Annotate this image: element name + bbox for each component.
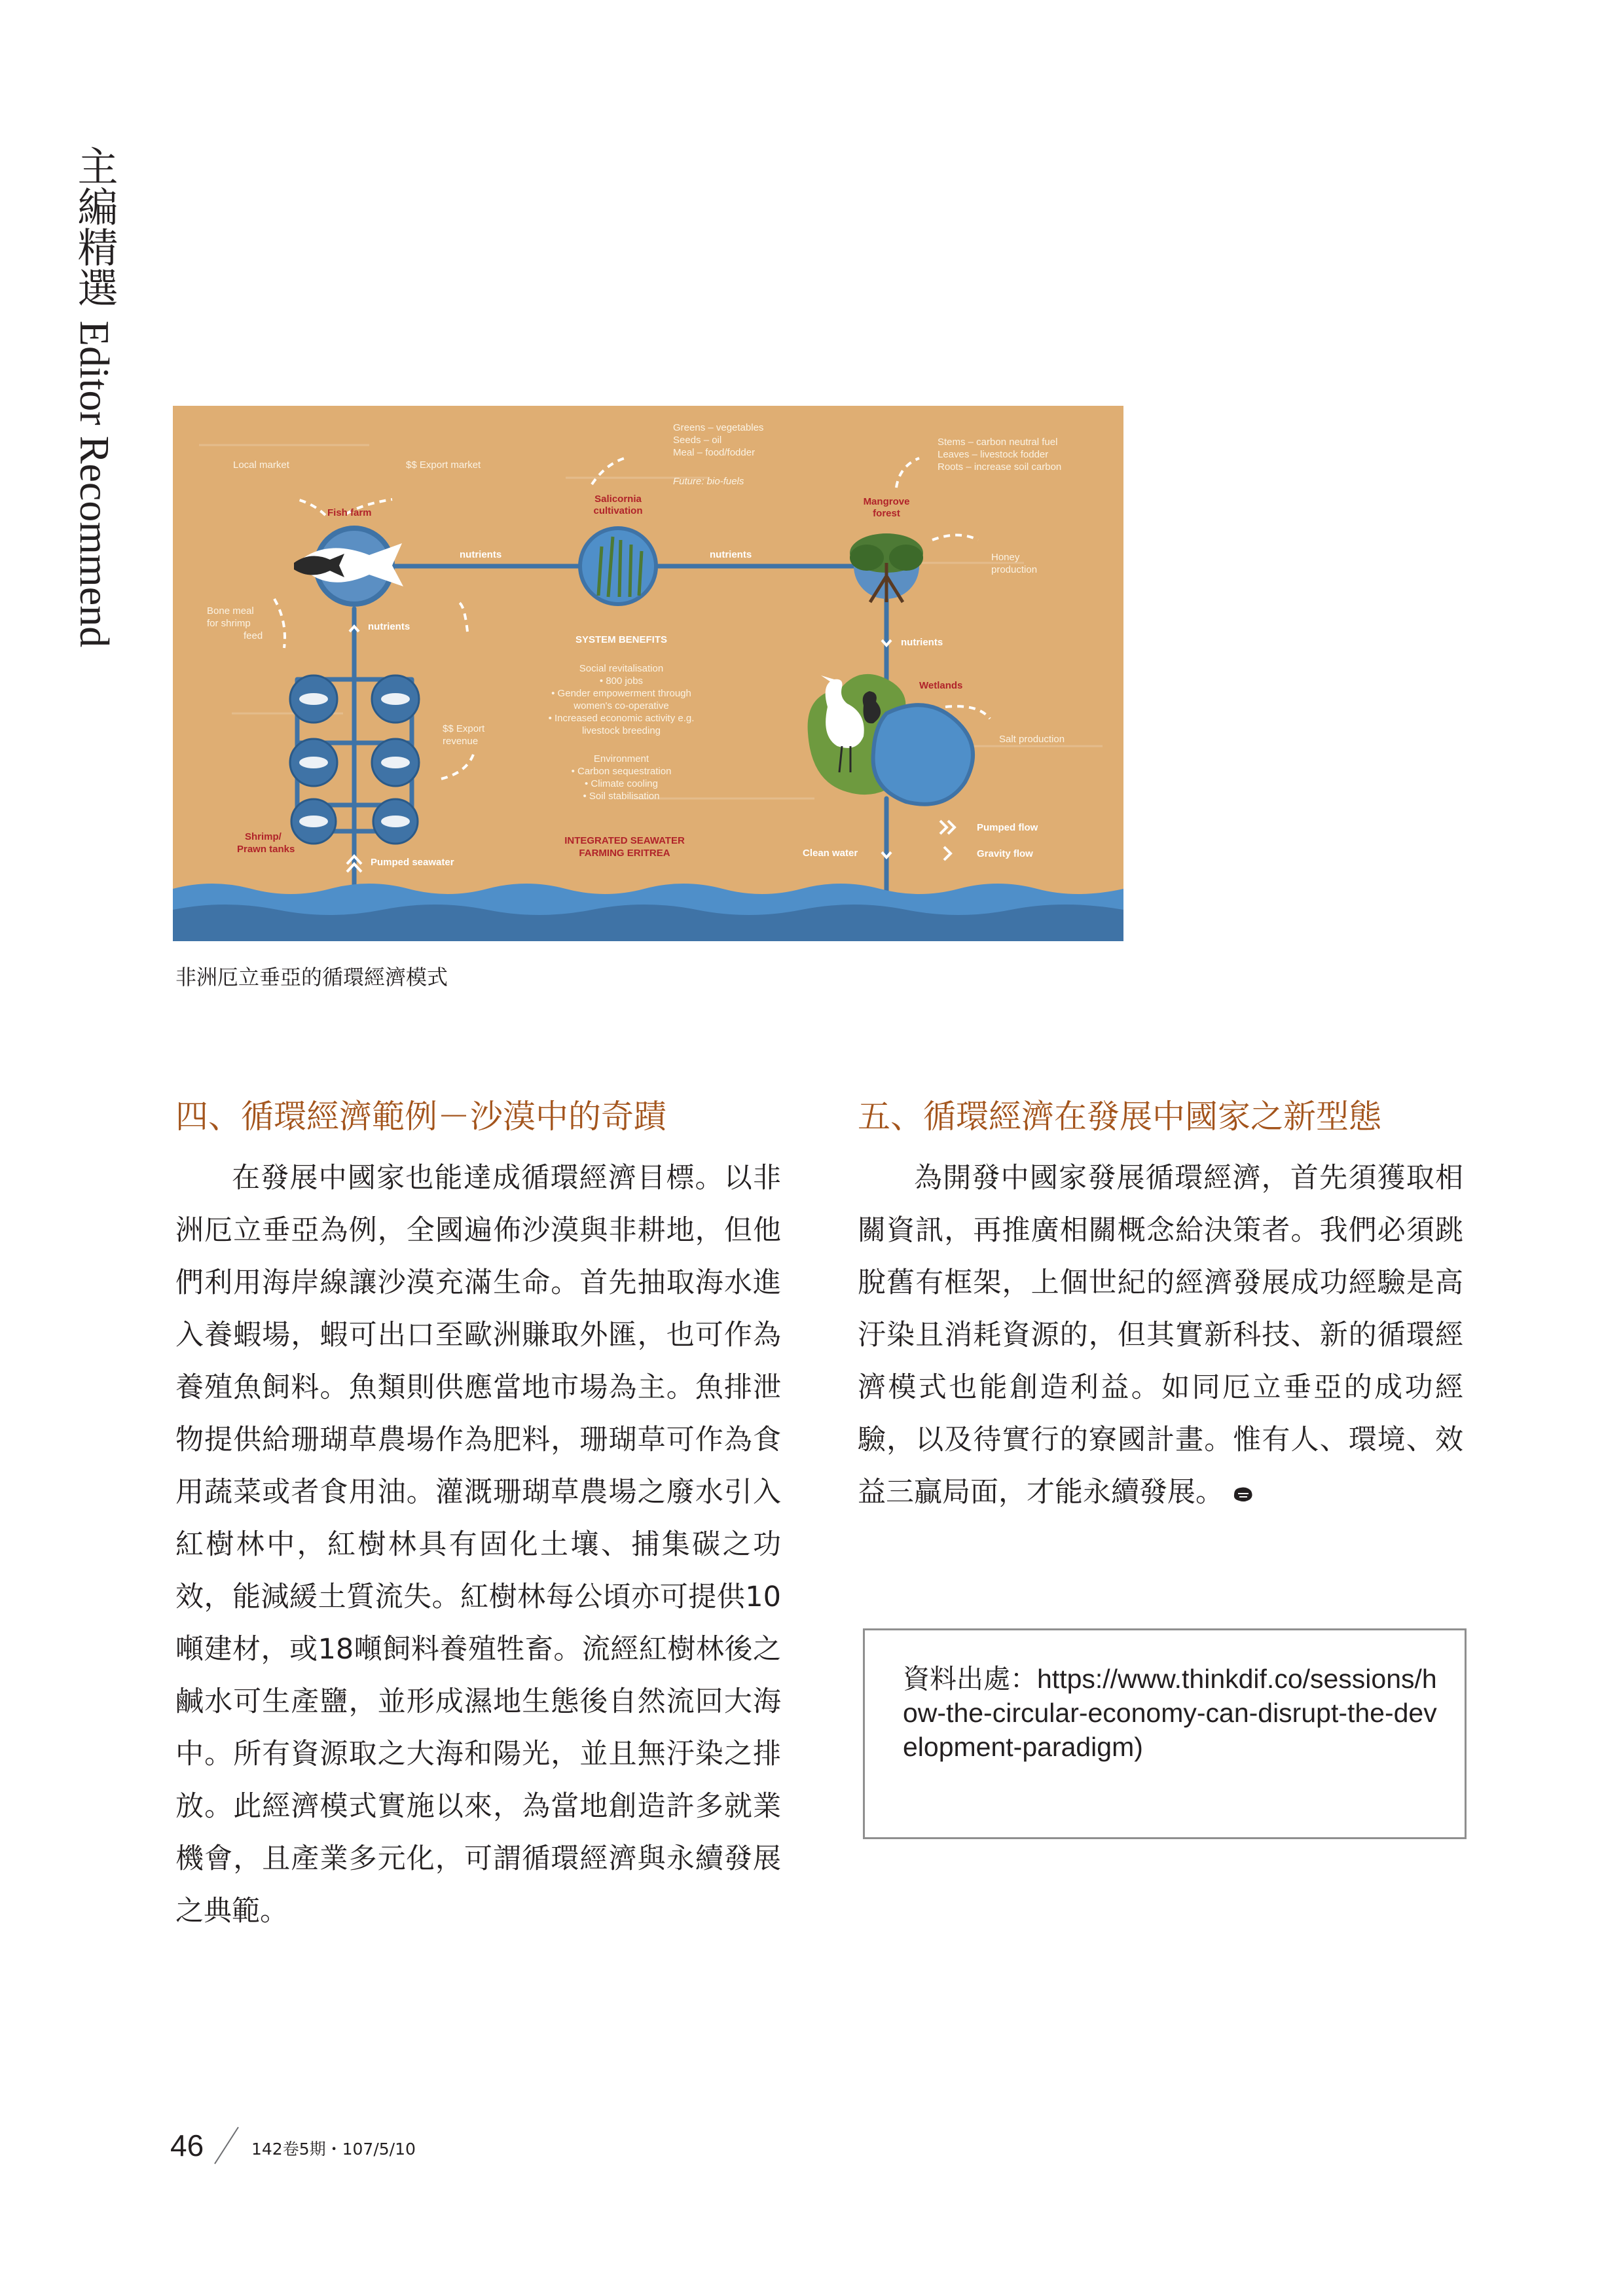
label-gravity-flow: Gravity flow: [977, 848, 1033, 859]
section5-body-wrap: [858, 1152, 1463, 1518]
label-nutrients-1: nutrients: [460, 549, 502, 560]
label-nutrients-2: nutrients: [710, 549, 752, 560]
label-benefit-9: • Climate cooling: [585, 778, 658, 789]
label-shrimp: Shrimp/: [245, 831, 282, 842]
section5-heading: 五、循環經濟在發展中國家之新型態: [858, 1098, 1381, 1136]
wetlands-icon: [808, 674, 973, 804]
mangrove-icon: [850, 533, 923, 602]
label-benefit-5: • Increased economic activity e.g.: [548, 713, 695, 724]
label-pumped-seawater: Pumped seawater: [371, 857, 454, 868]
legend-arrows: [940, 821, 955, 860]
section4-body: 在發展中國家也能達成循環經濟目標。以非洲厄立垂亞為例，全國遍佈沙漠與非耕地，但他們利用海岸線讓沙漠充滿生命。首先抽取海水進入養蝦場，蝦可出口至歐洲賺取外匯，也可作為養殖魚飼料。魚類則供應當地市場為主。魚排泄物提供給珊瑚草農場作為肥料，珊瑚草可作為食用蔬菜或者食用油。灌溉珊瑚草農場之廢水引入紅樹林中，紅樹林具有固化土壤、捕集碳之功效，能減緩土質流失。紅樹林每公頃亦可提供10噸建材，或18噸飼料養殖牲畜。流經紅樹林後之鹹水可生產鹽，並形成濕地生態後自然流回大海中。所有資源取之大海和陽光，並且無汙染之排放。此經濟模式實施以來，為當地創造許多就業機會，且產業多元化，可謂循環經濟與永續發展之典範。: [175, 1162, 781, 1928]
issue-info: 142卷5期・107/5/10: [251, 2140, 416, 2159]
label-mangrove: Mangrove: [863, 496, 910, 507]
source-text: [903, 1662, 1440, 1764]
label-future-biofuels: Future: bio-fuels: [673, 476, 744, 487]
label-export-market: $$ Export market: [406, 459, 481, 471]
label-benefit-6: livestock breeding: [581, 725, 661, 736]
fish-farm-icon: [294, 526, 403, 607]
label-salt-production: Salt production: [999, 734, 1065, 745]
label-nutrients-3: nutrients: [368, 621, 410, 632]
label-salicornia-cultivation: cultivation: [593, 505, 643, 516]
label-prawn-tanks: Prawn tanks: [237, 844, 295, 855]
section4-heading: 四、循環經濟範例－沙漠中的奇蹟: [175, 1098, 666, 1136]
label-mangrove-forest: forest: [873, 508, 900, 519]
label-integrated-seawater: INTEGRATED SEAWATER: [564, 835, 685, 846]
label-seeds: Seeds – oil: [673, 435, 722, 446]
running-head: [68, 145, 120, 648]
label-meal: Meal – food/fodder: [673, 447, 756, 458]
label-pumped-flow: Pumped flow: [977, 822, 1038, 833]
label-benefit-3: • Gender empowerment through: [551, 688, 691, 699]
label-fish-farm: Fish farm: [327, 507, 372, 518]
end-mark-icon: [1231, 1486, 1254, 1503]
label-stems: Stems – carbon neutral fuel: [938, 437, 1058, 448]
label-export-revenue: $$ Export: [443, 723, 485, 734]
label-benefit-10: • Soil stabilisation: [583, 791, 660, 802]
label-export-revenue-2: revenue: [443, 736, 479, 747]
label-bone-meal-2: for shrimp: [207, 618, 251, 629]
label-salicornia: Salicornia: [594, 493, 642, 505]
label-local-market: Local market: [233, 459, 289, 471]
label-benefit-1: Social revitalisation: [579, 663, 664, 674]
label-greens: Greens – vegetables: [673, 422, 764, 433]
figure-caption: 非洲厄立垂亞的循環經濟模式: [175, 965, 448, 990]
label-clean-water: Clean water: [803, 848, 858, 859]
source-box: [863, 1628, 1467, 1839]
source-url[interactable]: https://www.thinkdif.co/sessions/how-the-circular-economy-can-disrupt-the-development-paradigm): [903, 1664, 1437, 1762]
sea: [173, 884, 1123, 941]
page-number: 46: [170, 2128, 204, 2162]
label-bone-meal: Bone meal: [207, 605, 254, 617]
label-benefit-7: Environment: [593, 753, 649, 764]
footer-slash-icon: [212, 2126, 241, 2165]
label-farming-eritrea: FARMING ERITREA: [579, 848, 670, 859]
label-benefit-2: • 800 jobs: [599, 675, 644, 687]
eritrea-circular-economy-infographic: [173, 406, 1123, 941]
label-roots: Roots – increase soil carbon: [938, 461, 1062, 473]
running-head-en: Editor Recommend: [71, 320, 118, 648]
label-wetlands: Wetlands: [919, 680, 963, 691]
label-system-benefits: SYSTEM BENEFITS: [575, 634, 668, 645]
label-honey-production: production: [991, 564, 1038, 575]
source-label: 資料出處：: [903, 1663, 1037, 1695]
label-benefit-4: women's co-operative: [574, 700, 669, 711]
label-leaves: Leaves – livestock fodder: [938, 449, 1049, 460]
section5-body: 為開發中國家發展循環經濟，首先須獲取相關資訊，再推廣相關概念給決策者。我們必須跳脫舊有框架，上個世紀的經濟發展成功經驗是高汙染且消耗資源的，但其實新科技、新的循環經濟模式也能創造利益。如同厄立垂亞的成功經驗，以及待實行的寮國計畫。惟有人、環境、效益三贏局面，才能永續發展。: [858, 1162, 1463, 1509]
label-honey: Honey: [991, 552, 1020, 563]
salicornia-icon: [580, 528, 656, 604]
running-head-zh: 主編精選: [71, 145, 119, 308]
label-benefit-8: • Carbon sequestration: [571, 766, 672, 777]
label-nutrients-4: nutrients: [901, 637, 943, 648]
label-bone-meal-3: feed: [244, 630, 263, 641]
